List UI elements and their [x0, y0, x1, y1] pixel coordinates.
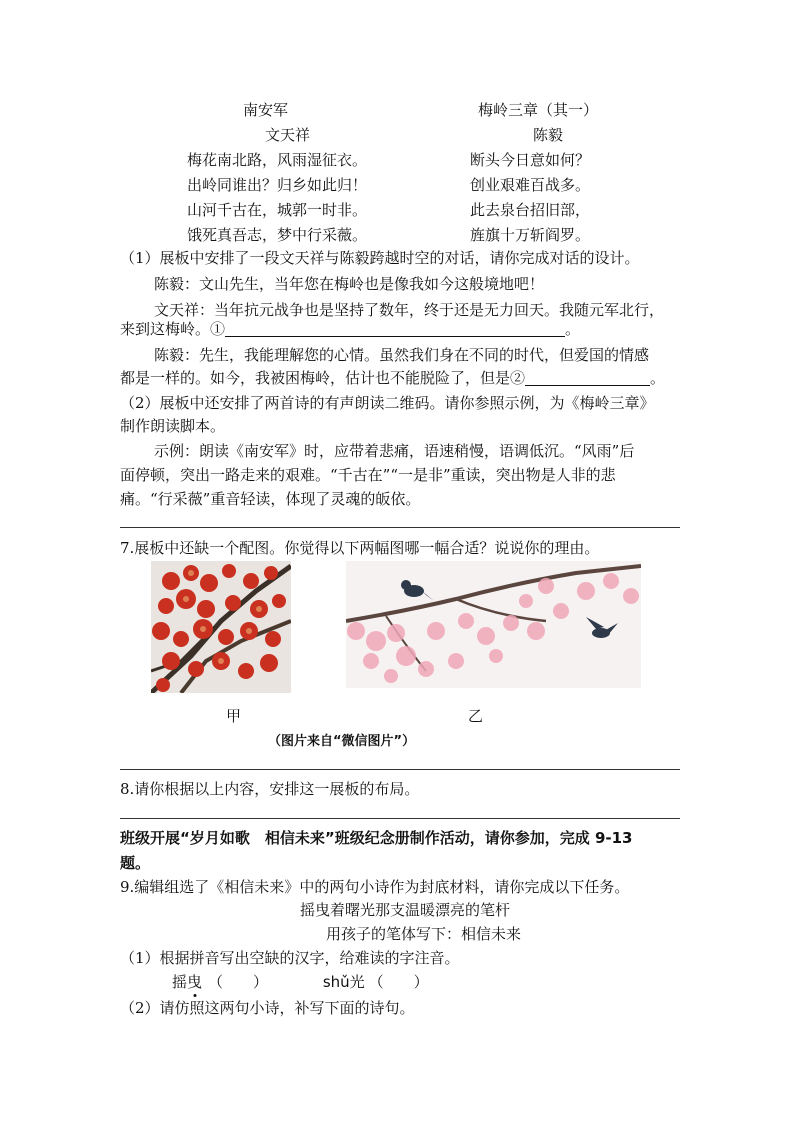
poem-right-line: 此去泉台招旧部，: [470, 201, 591, 219]
dialog-text: 。: [565, 320, 581, 338]
dialog-text: 。: [650, 369, 666, 387]
dialog-line: 陈毅：文山先生，当年您在梅岭也是像我如今这般境地吧！: [154, 275, 545, 293]
q6-part2: 制作朗读脚本。: [120, 417, 226, 435]
image-source: （图片来自“微信图片”）: [268, 734, 416, 749]
answer-blank-2[interactable]: [525, 369, 650, 386]
poem-left-line: 饿死真吾志，梦中行采薇。: [187, 226, 368, 244]
q9-text: 9.编辑组选了《相信未来》中的两句小诗作为封底材料，请你完成以下任务。: [120, 878, 630, 896]
poem-right-line: 断头今日意如何？: [470, 151, 591, 169]
example-line: 示例：朗读《南安军》时，应带着悲痛，语速稍慢，语调低沉。“风雨”后: [154, 442, 635, 460]
poem-left-line: 出岭同谁出？归乡如此归！: [187, 176, 368, 194]
example-line: 痛。“行采薇”重音轻读，体现了灵魂的皈依。: [120, 490, 421, 508]
poem-right-line: 旌旗十万斩阎罗。: [470, 226, 591, 244]
poem-left-line: 梅花南北路，风雨湿征衣。: [187, 151, 368, 169]
pinyin-row: [172, 970, 429, 994]
poem-right-title: 梅岭三章（其一）: [478, 101, 599, 119]
red-flower-painting: [151, 561, 291, 693]
example-line: 面停顿，突出一路走来的艰难。“千古在”“一是非”重读，突出物是人非的悲: [120, 466, 616, 484]
dialog-text: 都是一样的。如今，我被困梅岭，估计也不能脱险了，但是②: [120, 369, 526, 387]
dialog-line: [120, 316, 680, 342]
poem-right-author: 陈毅: [533, 126, 564, 144]
pinyin-word: shǔ光: [322, 973, 365, 991]
divider: [120, 527, 680, 528]
image-yi: [346, 561, 641, 688]
section-heading: 题。: [120, 854, 151, 872]
dialog-line: [120, 365, 680, 391]
plum-blossom-birds-painting: [346, 561, 641, 688]
q9-part2: （2）请仿照这两句小诗，补写下面的诗句。: [120, 999, 415, 1017]
label-jia: 甲: [226, 707, 242, 725]
poem-left-author: 文天祥: [265, 126, 311, 144]
poem-left-title: 南安军: [243, 101, 289, 119]
answer-paren-1[interactable]: （ ）: [208, 973, 269, 991]
answer-paren-2[interactable]: （ ）: [368, 973, 429, 991]
q6-part1: （1）展板中安排了一段文天祥与陈毅跨越时空的对话，请你完成对话的设计。: [120, 249, 640, 267]
image-jia: [151, 561, 291, 693]
dialog-line: 陈毅：先生，我能理解您的心情。虽然我们身在不同的时代，但爱国的情感: [154, 346, 650, 364]
divider: [120, 769, 680, 770]
divider: [120, 818, 680, 819]
q9-part1: （1）根据拼音写出空缺的汉字，给难读的字注音。: [120, 949, 460, 967]
poem-line: 用孩子的笔体写下：相信未来: [326, 925, 522, 943]
word-char-dotted: 曳: [187, 973, 203, 991]
dialog-line: 文天祥：当年抗元战争也是坚持了数年，终于还是无力回天。我随元军北行，: [154, 301, 665, 319]
poem-right-line: 创业艰难百战多。: [470, 176, 591, 194]
answer-blank-1[interactable]: [225, 320, 565, 337]
poem-left-line: 山河千古在，城郭一时非。: [187, 201, 368, 219]
word-char: 摇: [172, 973, 188, 991]
q6-part2: （2）展板中还安排了两首诗的有声朗读二维码。请你参照示例，为《梅岭三章》: [120, 394, 655, 412]
q8-text: 8.请你根据以上内容，安排这一展板的布局。: [120, 780, 420, 798]
poem-line: 摇曳着曙光那支温暖漂亮的笔杆: [300, 901, 511, 919]
dialog-text: 来到这梅岭。①: [120, 320, 226, 338]
q7-text: 7.展板中还缺一个配图。你觉得以下两幅图哪一幅合适？说说你的理由。: [120, 539, 600, 557]
section-heading: 班级开展“岁月如歌 相信未来”班级纪念册制作活动，请你参加，完成 9-13: [120, 829, 633, 847]
label-yi: 乙: [468, 707, 484, 725]
